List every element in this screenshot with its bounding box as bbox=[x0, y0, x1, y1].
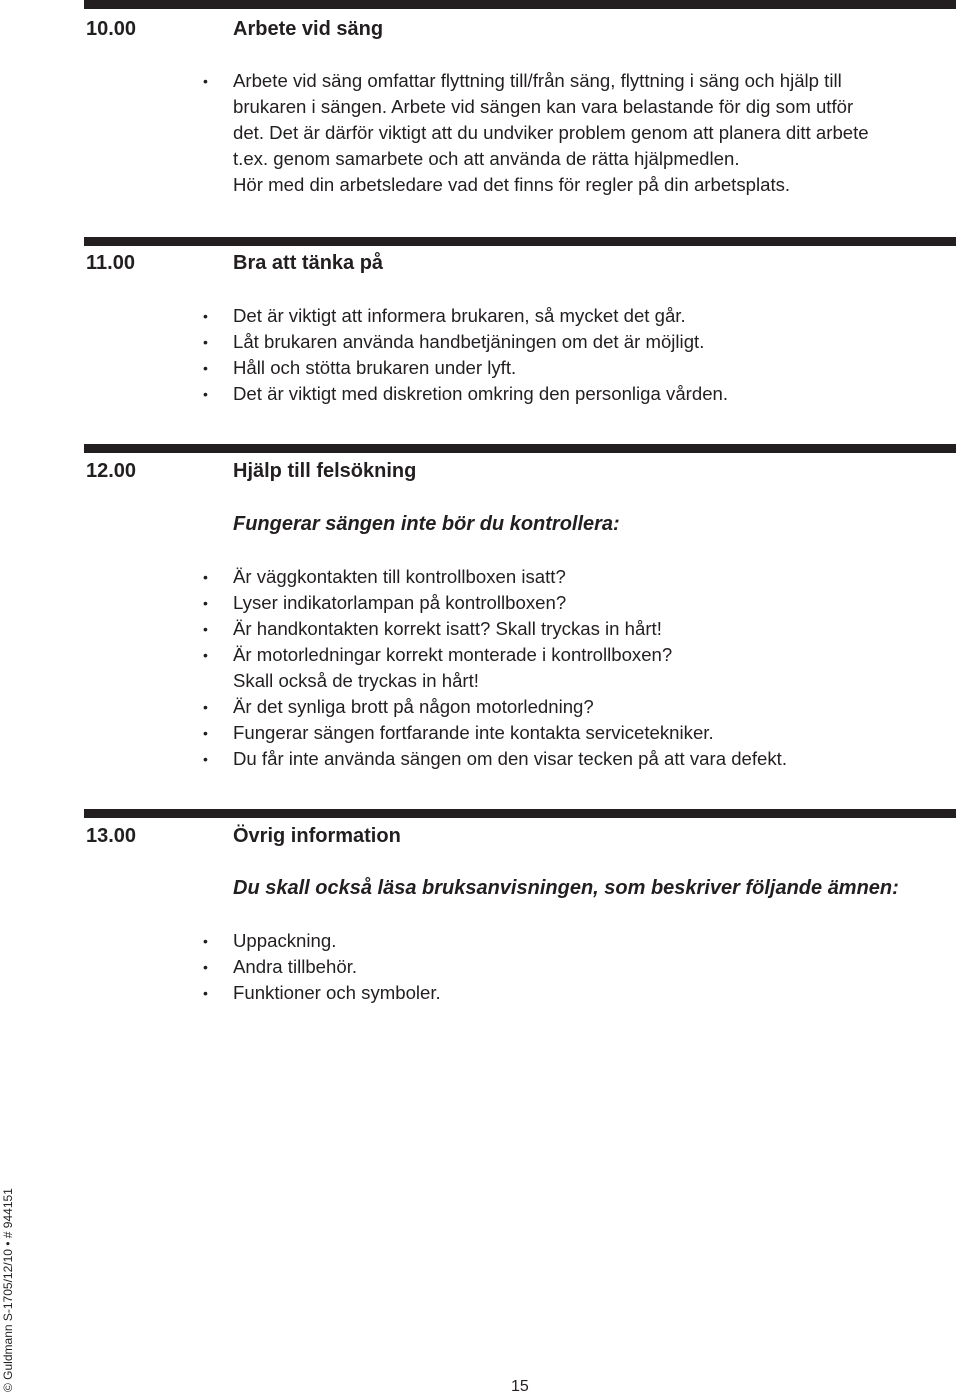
bullet-list bbox=[233, 303, 728, 407]
list-item: • Lyser indikatorlampan på kontrollboxen? bbox=[233, 590, 787, 616]
section-number: 13.00 bbox=[86, 825, 137, 847]
list-item: • Är det synliga brott på någon motorledning? bbox=[233, 694, 787, 720]
list-item-continuation: brukaren i sängen. Arbete vid sängen kan vara belastande för dig som utför bbox=[233, 96, 854, 117]
list-item: • Andra tillbehör. bbox=[233, 954, 441, 980]
section-divider bbox=[84, 444, 956, 453]
section-subheading: Fungerar sängen inte bör du kontrollera: bbox=[233, 513, 620, 535]
section-divider bbox=[84, 237, 956, 246]
section-number: 12.00 bbox=[86, 460, 137, 482]
section-title: Bra att tänka på bbox=[233, 252, 384, 274]
list-item: • Det är viktigt att informera brukaren, så mycket det går. bbox=[233, 303, 728, 329]
section-divider bbox=[84, 809, 956, 818]
list-item-continuation: Skall också de tryckas in hårt! bbox=[233, 670, 479, 691]
section-number: 10.00 bbox=[86, 18, 137, 40]
page-number: 15 bbox=[511, 1378, 529, 1395]
list-item-continuation: Hör med din arbetsledare vad det finns för regler på din arbetsplats. bbox=[233, 174, 791, 195]
copyright-notice: © Guldmann S-1705/12/10 • # 944151 bbox=[1, 1188, 15, 1392]
list-item: • Uppackning. bbox=[233, 928, 441, 954]
list-item: • Funktioner och symboler. bbox=[233, 980, 441, 1006]
bullet-list bbox=[233, 68, 869, 198]
list-item: • Arbete vid säng omfattar flyttning till/från säng, flyttning i säng och hjälp till bbox=[233, 68, 869, 94]
list-item-continuation: det. Det är därför viktigt att du undviker problem genom att planera ditt arbete bbox=[233, 122, 869, 143]
list-item: • Är väggkontakten till kontrollboxen isatt? bbox=[233, 564, 787, 590]
section-subheading: Du skall också läsa bruksanvisningen, som beskriver följande ämnen: bbox=[233, 877, 899, 899]
section-title: Arbete vid säng bbox=[233, 18, 384, 40]
list-item: • Fungerar sängen fortfarande inte kontakta servicetekniker. bbox=[233, 720, 787, 746]
list-item: • Är motorledningar korrekt monterade i kontrollboxen? bbox=[233, 642, 787, 668]
list-item: • Är handkontakten korrekt isatt? Skall tryckas in hårt! bbox=[233, 616, 787, 642]
list-item: • Det är viktigt med diskretion omkring den personliga vården. bbox=[233, 381, 728, 407]
section-number: 11.00 bbox=[86, 252, 135, 274]
list-item: • Håll och stötta brukaren under lyft. bbox=[233, 355, 728, 381]
bullet-list bbox=[233, 928, 441, 1006]
list-item-continuation: t.ex. genom samarbete och att använda de rätta hjälpmedlen. bbox=[233, 148, 740, 169]
section-title: Hjälp till felsökning bbox=[233, 460, 417, 482]
list-item: • Låt brukaren använda handbetjäningen om det är möjligt. bbox=[233, 329, 728, 355]
list-item: • Du får inte använda sängen om den visar tecken på att vara defekt. bbox=[233, 746, 787, 772]
section-divider bbox=[84, 0, 956, 9]
bullet-list bbox=[233, 564, 787, 772]
section-title: Övrig information bbox=[233, 825, 401, 847]
